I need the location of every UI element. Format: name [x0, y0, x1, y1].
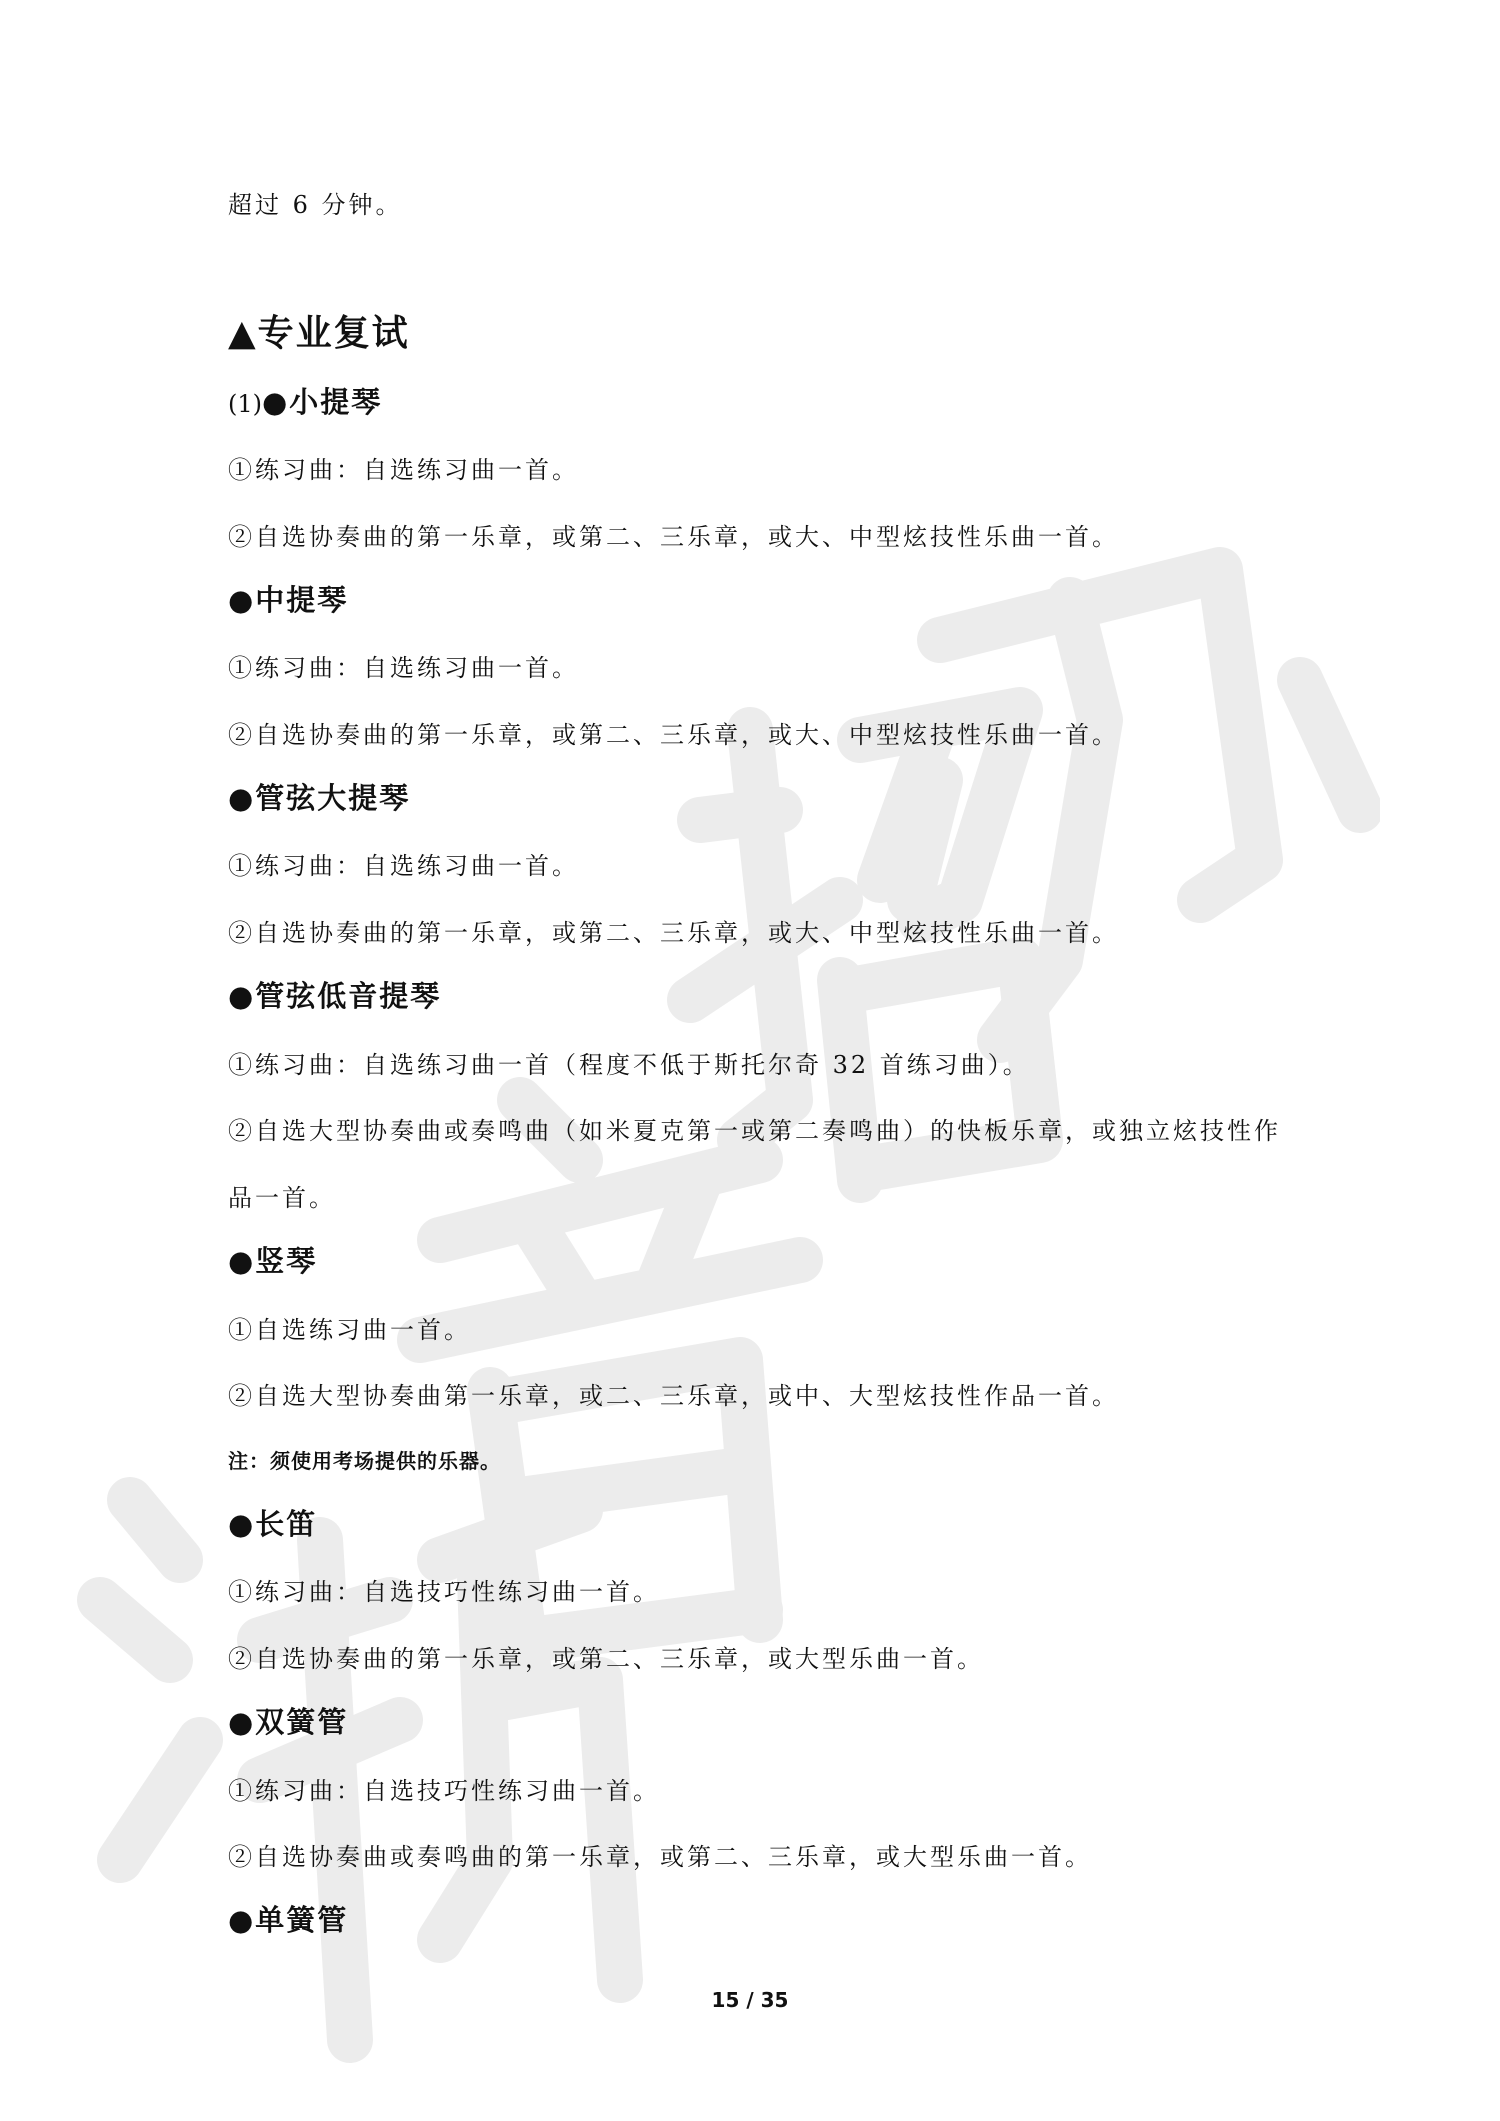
- oboe-requirement-2: ②自选协奏曲或奏鸣曲的第一乐章，或第二、三乐章，或大型乐曲一首。: [228, 1843, 1092, 1871]
- subheading-violin: [228, 384, 382, 422]
- page-number: 15 / 35: [711, 1988, 789, 2012]
- subheading-viola: ●中提琴: [228, 583, 349, 617]
- double-bass-requirement-2-cont: 品一首。: [228, 1184, 336, 1212]
- viola-requirement-1: ①练习曲：自选练习曲一首。: [228, 654, 579, 682]
- subheading-cello: ●管弦大提琴: [228, 781, 411, 815]
- double-bass-requirement-2: ②自选大型协奏曲或奏鸣曲（如米夏克第一或第二奏鸣曲）的快板乐章，或独立炫技性作: [228, 1117, 1281, 1145]
- violin-requirement-2: ②自选协奏曲的第一乐章，或第二、三乐章，或大、中型炫技性乐曲一首。: [228, 523, 1119, 551]
- subheading-violin-label: ●小提琴: [262, 385, 383, 419]
- subheading-flute: ●长笛: [228, 1507, 318, 1541]
- violin-requirement-1: ①练习曲：自选练习曲一首。: [228, 456, 579, 484]
- flute-requirement-1: ①练习曲：自选技巧性练习曲一首。: [228, 1578, 660, 1606]
- harp-requirement-1: ①自选练习曲一首。: [228, 1316, 471, 1344]
- subheading-oboe: ●双簧管: [228, 1705, 349, 1739]
- double-bass-requirement-1: ①练习曲：自选练习曲一首（程度不低于斯托尔奇 32 首练习曲）。: [228, 1051, 1030, 1079]
- cello-requirement-2: ②自选协奏曲的第一乐章，或第二、三乐章，或大、中型炫技性乐曲一首。: [228, 919, 1119, 947]
- cello-requirement-1: ①练习曲：自选练习曲一首。: [228, 852, 579, 880]
- oboe-requirement-1: ①练习曲：自选技巧性练习曲一首。: [228, 1777, 660, 1805]
- paragraph-continuation: 超过 6 分钟。: [228, 191, 403, 219]
- subheading-clarinet: ●单簧管: [228, 1903, 349, 1937]
- subheading-double-bass: ●管弦低音提琴: [228, 979, 442, 1013]
- flute-requirement-2: ②自选协奏曲的第一乐章，或第二、三乐章，或大型乐曲一首。: [228, 1645, 984, 1673]
- subheading-harp: ●竖琴: [228, 1244, 318, 1278]
- harp-note: 注：须使用考场提供的乐器。: [228, 1449, 501, 1473]
- viola-requirement-2: ②自选协奏曲的第一乐章，或第二、三乐章，或大、中型炫技性乐曲一首。: [228, 721, 1119, 749]
- item-number: (1): [228, 390, 262, 418]
- harp-requirement-2: ②自选大型协奏曲第一乐章，或二、三乐章，或中、大型炫技性作品一首。: [228, 1382, 1119, 1410]
- section-heading-professional-retest: ▲专业复试: [228, 313, 410, 354]
